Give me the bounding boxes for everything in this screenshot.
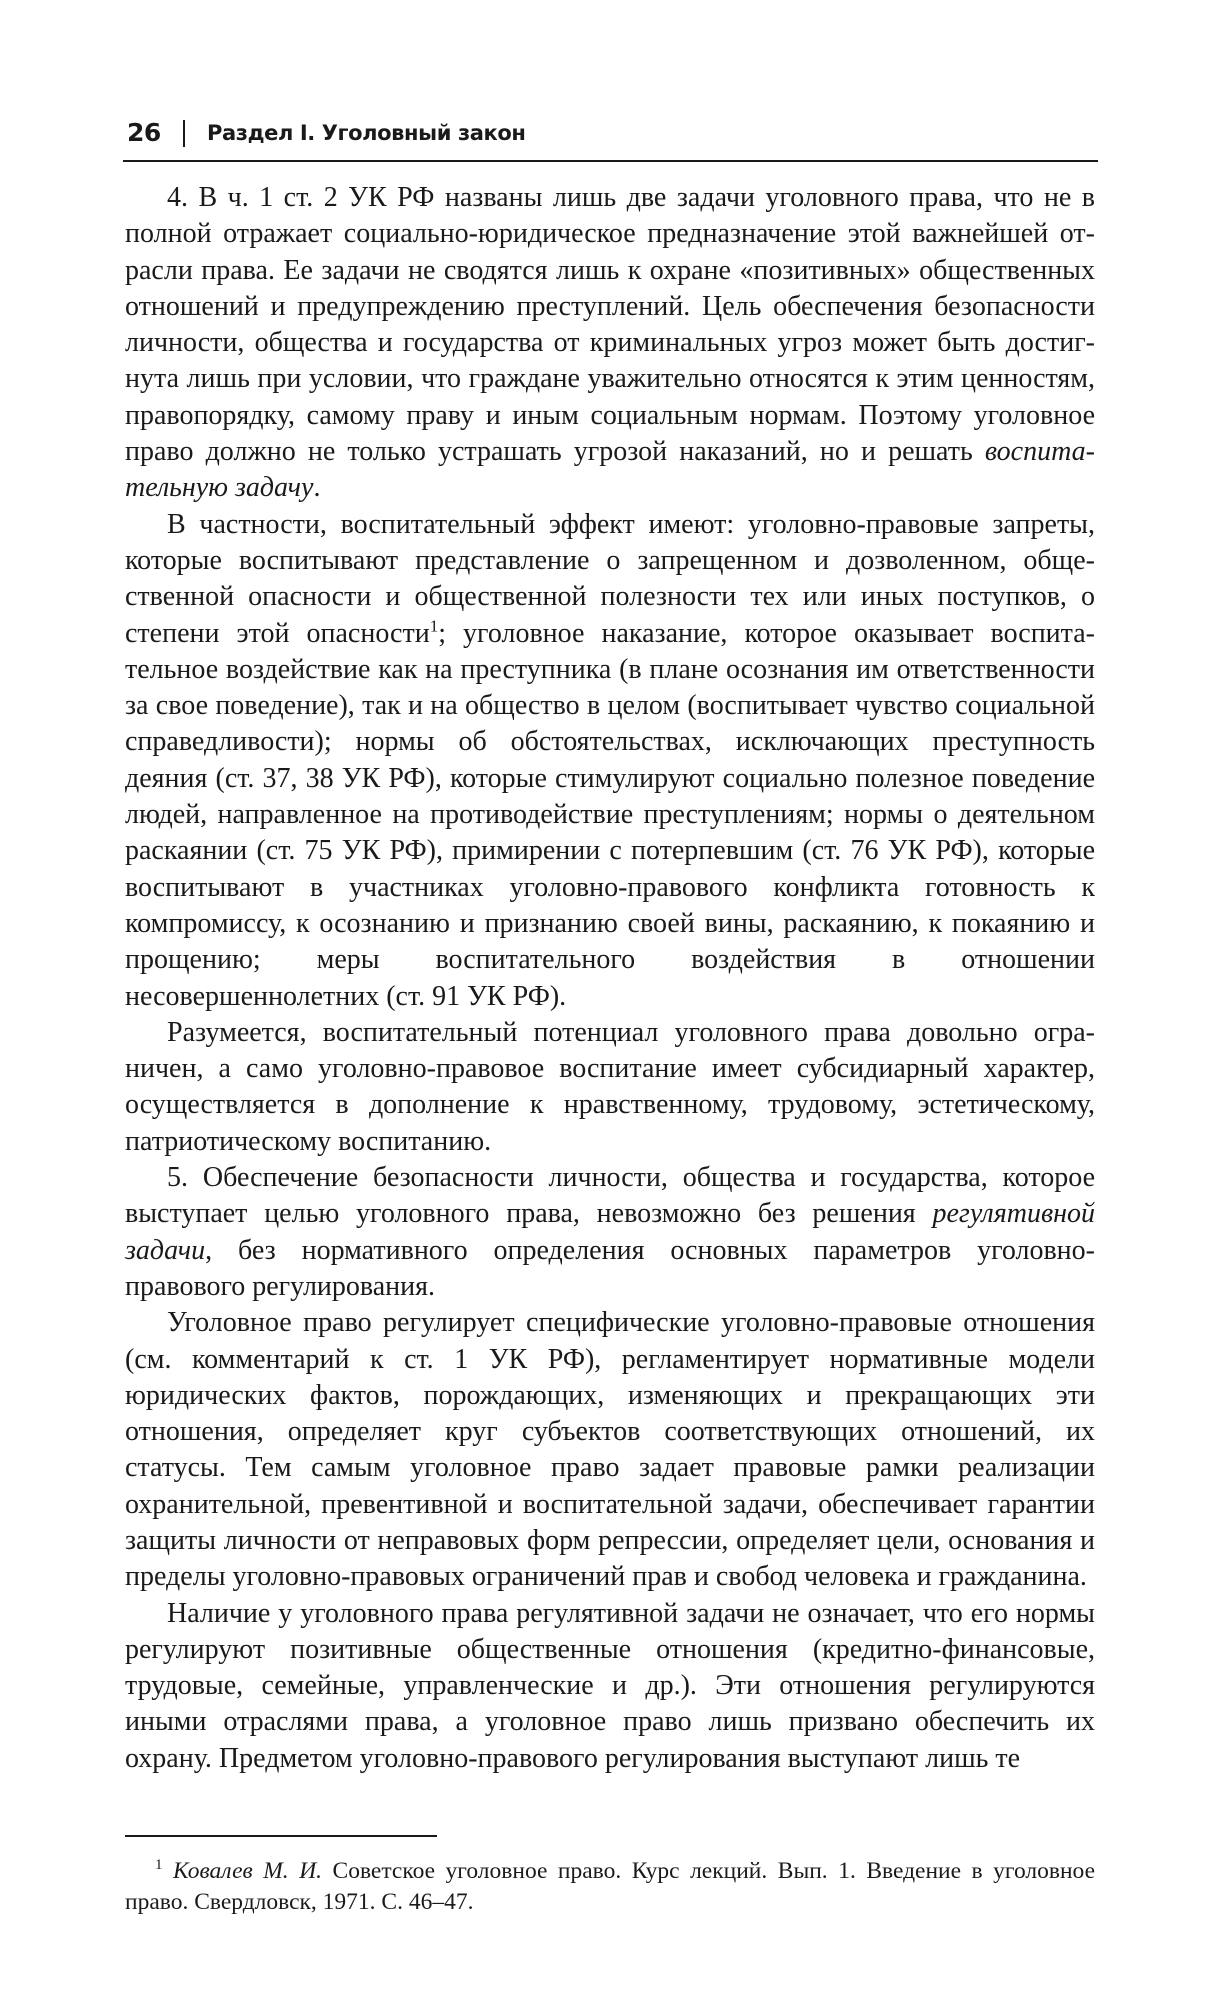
- footnote-marker: 1: [155, 1857, 163, 1874]
- emphasis-regulatory-task: регулятивной задачи: [125, 1198, 1095, 1266]
- footnote: [125, 1856, 1095, 1918]
- section-title: Раздел I. Уголовный закон: [207, 121, 526, 145]
- emphasis-educational-task: воспитательную задачу: [125, 436, 1095, 504]
- paragraph-5: Уголовное право регулирует специфические уголовно-правовые отношения (см. комментарий к ст. 1 УК РФ), регламентирует нормативные модели юридических фактов, порождающих, изменяющих и прекращающих эти отношения, определяет круг субъектов соответствующих отношений, их статусы. Тем самым уголовное право задает правовые рамки реализации охранительной, превентивной и воспитательной задачи, обеспечивает гарантии защиты личности от неправовых форм репрессии, определяет цели, основания и пределы уголовно-правовых ограничений прав и свобод человека и гражданина.: [125, 1307, 1095, 1593]
- footnote-reference[interactable]: 1: [429, 616, 439, 636]
- running-header: [123, 118, 1098, 160]
- page-number: 26: [127, 118, 161, 147]
- header-rule: [123, 160, 1098, 162]
- footnote-rule: [125, 1835, 437, 1837]
- footnote-text: Советское уголовное право. Курс лекций. Вып. 1. Введение в уголовное право. Свердловск, 1971. С. 46–47.: [125, 1858, 1096, 1915]
- paragraph-1: 4. В ч. 1 ст. 2 УК РФ названы лишь две задачи уголовного права, что не в полной отражает социально-юридическое предназначение этой важнейшей отрасли права. Ее задачи не сводятся лишь к охране «позитивных» общественных отношений и предупреждению преступлений. Цель обеспечения безопасности личности, общества и государства от криминальных угроз может быть достигнута лишь при условии, что граждане уважительно относятся к этим ценностям, правопорядку, самому праву и иным социальным нормам. Поэтому уголовное право должно не только устрашать угрозой наказаний, но и решать воспитательную задачу.: [125, 182, 1095, 504]
- paragraph-3: Разумеется, воспитательный потенциал уголовного права довольно ограничен, а само уголовно-правовое воспитание имеет субсидиарный характер, осуществляется в дополнение к нравственному, трудовому, эстетическому, патриотическому воспитанию.: [125, 1016, 1095, 1157]
- header-separator: [183, 120, 185, 147]
- footnote-author: Ковалев М. И.: [173, 1858, 323, 1884]
- paragraph-6: Наличие у уголовного права регулятивной задачи не означает, что его нормы регулируют позитивные общественные отношения (кредитно-финансовые, трудовые, семейные, управленческие и др.). Эти отношения регулируются иными отраслями права, а уголовное право лишь призвано обеспечить их охрану. Предметом уголовно-правового регулирования выступают лишь те: [125, 1597, 1095, 1774]
- main-text: [125, 180, 1095, 1777]
- paragraph-4: 5. Обеспечение безопасности личности, общества и государства, которое выступает целью уголовного права, невозможно без решения регулятивной задачи, без нормативного определения основных параметров уголовно-правового регулирования.: [125, 1162, 1095, 1302]
- paragraph-2: В частности, воспитательный эффект имеют: уголовно-правовые запреты, которые воспитывают представление о запрещенном и дозволенном, общественной опасности и общественной полезности тех или иных поступков, о степени этой опасности$^1$; уголовное наказание, которое оказывает воспитательное воздействие как на преступника (в плане осознания им ответственности за свое поведение), так и на общество в целом (воспитывает чувство социальной справедливости); нормы об обстоятельствах, исключающих преступность деяния (ст. 37, 38 УК РФ), которые стимулируют социально полезное поведение людей, направленное на противодействие преступлениям; нормы о деятельном раскаянии (ст. 75 УК РФ), примирении с потерпевшим (ст. 76 УК РФ), которые воспитывают в участниках уголовно-правового конфликта готовность к компромиссу, к осознанию и признанию своей вины, раскаянию, к покаянию и прощению; меры воспитательного воздействия в отношении несовершеннолетних (ст. 91 УК РФ).: [125, 508, 1095, 1012]
